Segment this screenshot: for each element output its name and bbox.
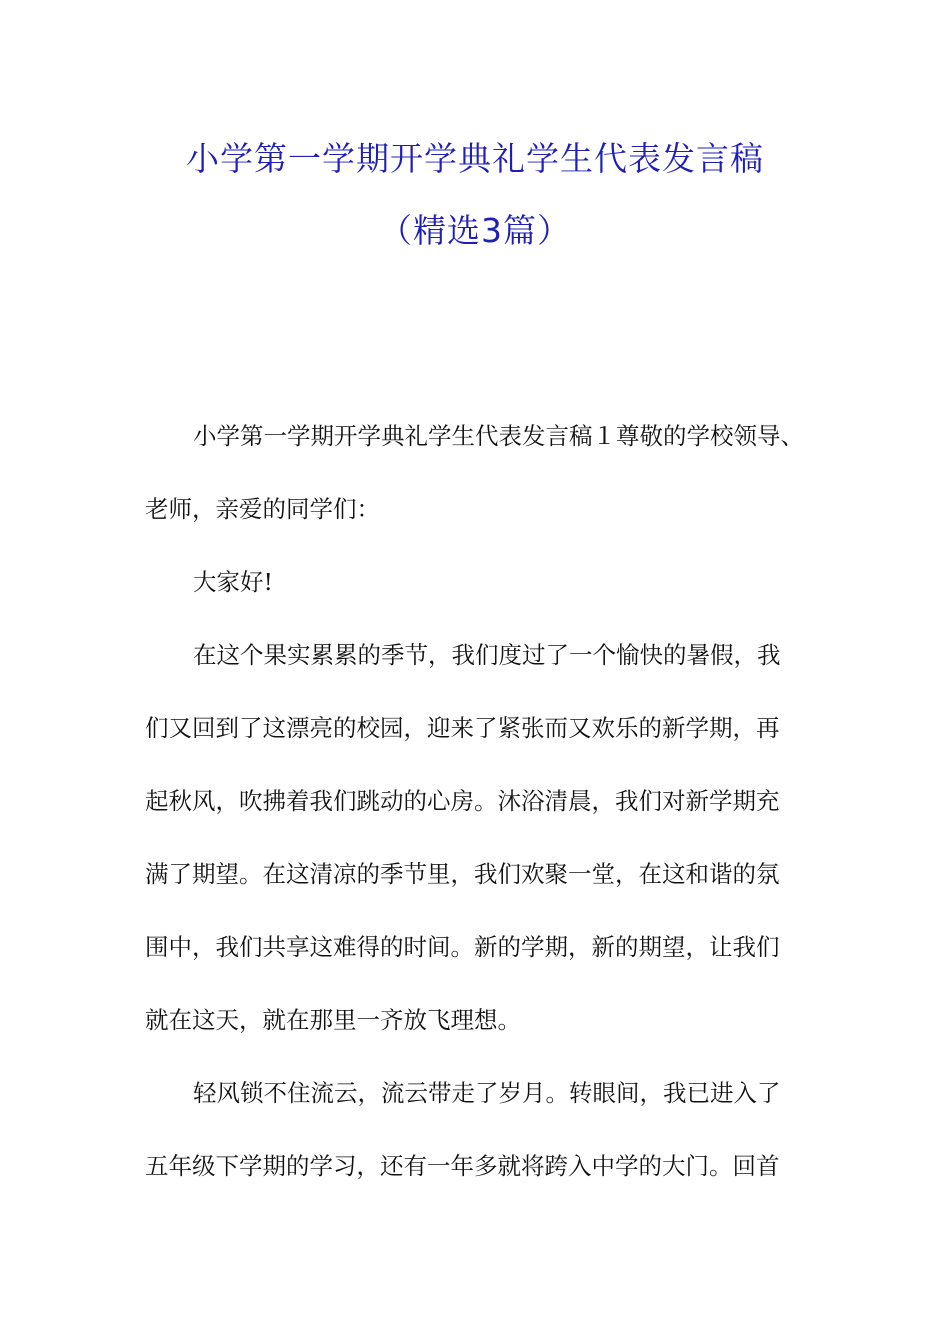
text-line: 就在这天，就在那里一齐放飞理想。	[145, 1006, 521, 1034]
document-title: 小学第一学期开学典礼学生代表发言稿	[186, 139, 764, 178]
document-body	[145, 413, 825, 1216]
text-line: 满了期望。在这清凉的季节里，我们欢聚一堂，在这和谐的氛	[145, 860, 780, 888]
document-subtitle: （精选3篇）	[379, 211, 571, 250]
text-line: 五年级下学期的学习，还有一年多就将跨入中学的大门。回首	[145, 1152, 780, 1180]
text-line: 在这个果实累累的季节，我们度过了一个愉快的暑假，我	[193, 641, 781, 669]
text-line: 起秋风，吹拂着我们跳动的心房。沐浴清晨，我们对新学期充	[145, 787, 780, 815]
text-line: 小学第一学期开学典礼学生代表发言稿１尊敬的学校领导、	[193, 422, 804, 450]
text-line: 轻风锁不住流云，流云带走了岁月。转眼间，我已进入了	[193, 1079, 781, 1107]
text-line: 老师，亲爱的同学们：	[145, 495, 380, 523]
text-line: 们又回到了这漂亮的校园，迎来了紧张而又欢乐的新学期，再	[145, 714, 780, 742]
text-line: 围中，我们共享这难得的时间。新的学期，新的期望，让我们	[145, 933, 780, 961]
text-line: 大家好!	[193, 568, 273, 596]
